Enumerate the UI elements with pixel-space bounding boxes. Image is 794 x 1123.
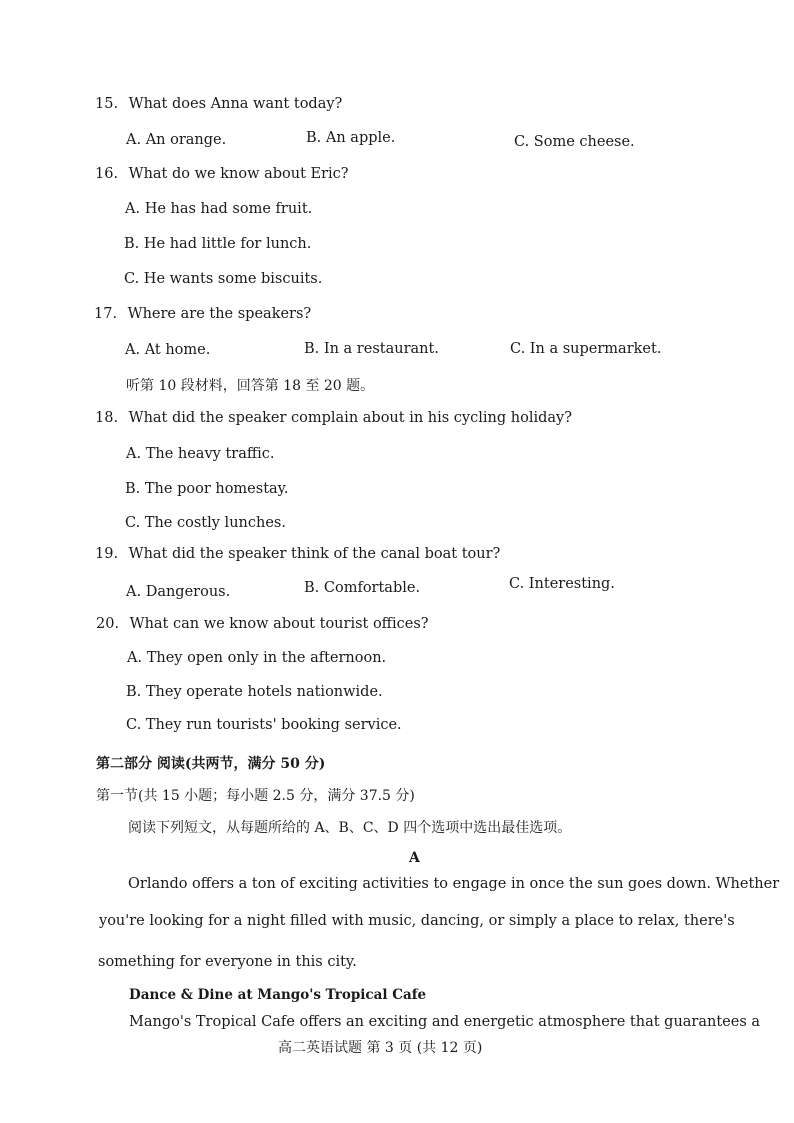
question-20 — [96, 616, 429, 632]
question-number: 17. — [94, 306, 118, 322]
part-2-title: 第二部分 阅读(共两节，满分 50 分) — [96, 756, 326, 772]
question-number: 20. — [96, 616, 120, 632]
passage-subheading: Dance & Dine at Mango's Tropical Cafe — [129, 987, 427, 1003]
option-17-b: B. In a restaurant. — [304, 341, 439, 357]
question-15 — [95, 96, 342, 112]
question-text: What does Anna want today? — [128, 96, 343, 112]
question-17 — [94, 306, 311, 322]
option-17-a: A. At home. — [125, 342, 211, 358]
question-number: 15. — [95, 96, 119, 112]
question-number: 16. — [95, 166, 119, 182]
option-16-a: A. He has had some fruit. — [125, 201, 313, 217]
page-footer: 高二英语试题 第 3 页 (共 12 页) — [278, 1040, 483, 1056]
passage-line-2: you're looking for a night filled with music, dancing, or simply a place to relax, there's — [99, 913, 735, 929]
option-20-a: A. They open only in the afternoon. — [127, 650, 387, 666]
option-15-a: A. An orange. — [126, 132, 227, 148]
passage-line-4: Mango's Tropical Cafe offers an exciting and energetic atmosphere that guarantees a — [129, 1014, 761, 1030]
option-20-b: B. They operate hotels nationwide. — [126, 684, 383, 700]
question-number: 18. — [95, 410, 119, 426]
listening-instruction: 听第 10 段材料，回答第 18 至 20 题。 — [126, 378, 375, 394]
question-text: What did the speaker complain about in his cycling holiday? — [128, 410, 572, 426]
question-text: What did the speaker think of the canal boat tour? — [128, 546, 501, 562]
reading-instruction: 阅读下列短文，从每题所给的 A、B、C、D 四个选项中选出最佳选项。 — [128, 820, 572, 836]
question-text: What do we know about Eric? — [128, 166, 349, 182]
option-15-b: B. An apple. — [306, 130, 396, 146]
question-18 — [95, 410, 572, 426]
option-19-b: B. Comfortable. — [304, 580, 421, 596]
option-18-a: A. The heavy traffic. — [126, 446, 275, 462]
question-text: Where are the speakers? — [127, 306, 312, 322]
question-19 — [95, 546, 500, 562]
passage-letter: A — [409, 850, 420, 866]
question-number: 19. — [95, 546, 119, 562]
option-15-c: C. Some cheese. — [514, 134, 635, 150]
option-18-c: C. The costly lunches. — [125, 515, 286, 531]
section-1-title: 第一节(共 15 小题；每小题 2.5 分，满分 37.5 分) — [96, 788, 415, 804]
question-16 — [95, 166, 349, 182]
option-16-c: C. He wants some biscuits. — [124, 271, 323, 287]
option-16-b: B. He had little for lunch. — [124, 236, 312, 252]
passage-line-1: Orlando offers a ton of exciting activities to engage in once the sun goes down. Whether — [128, 876, 780, 892]
option-19-c: C. Interesting. — [509, 576, 615, 592]
passage-line-3: something for everyone in this city. — [98, 954, 357, 970]
option-17-c: C. In a supermarket. — [510, 341, 662, 357]
option-19-a: A. Dangerous. — [126, 584, 231, 600]
question-text: What can we know about tourist offices? — [129, 616, 429, 632]
option-18-b: B. The poor homestay. — [125, 481, 289, 497]
option-20-c: C. They run tourists' booking service. — [126, 717, 402, 733]
